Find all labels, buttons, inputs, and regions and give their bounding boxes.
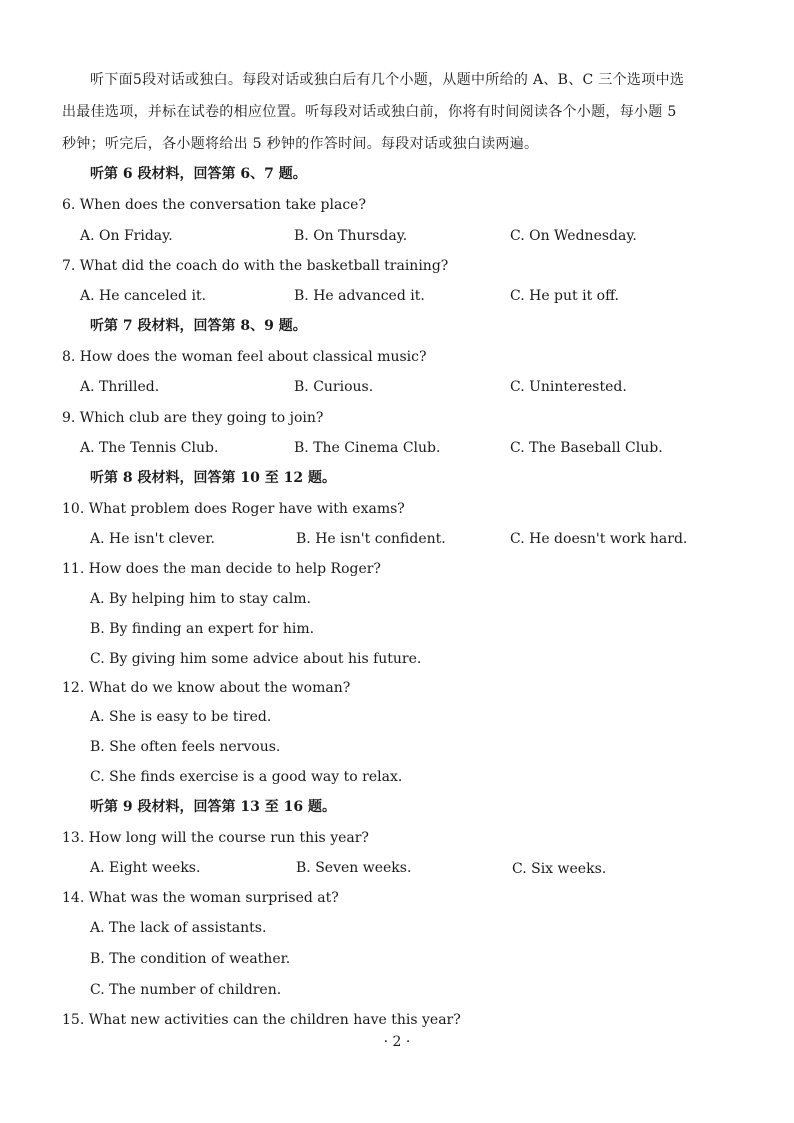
question-9: 9. Which club are they going to join? [62,410,324,426]
q9-option-a: A. The Tennis Club. [80,440,219,456]
q12-option-c: C. She finds exercise is a good way to relax. [90,769,403,785]
q12-option-b: B. She often feels nervous. [90,739,281,755]
instructions-line-2: 出最佳选项，并标在试卷的相应位置。听每段对话或独白前，你将有时间阅读各个小题，每小题 5 [62,104,677,120]
q10-option-b: B. He isn't confident. [296,531,446,547]
q14-option-c: C. The number of children. [90,982,282,998]
q10-option-a: A. He isn't clever. [90,531,215,547]
q9-option-b: B. The Cinema Club. [294,440,441,456]
question-11: 11. How does the man decide to help Roger? [62,561,381,577]
q6-option-a: A. On Friday. [80,228,173,244]
section-header-8: 听第 8 段材料，回答第 10 至 12 题。 [90,470,336,486]
q9-option-c: C. The Baseball Club. [510,440,663,456]
q14-option-b: B. The condition of weather. [90,951,291,967]
q11-option-a: A. By helping him to stay calm. [90,591,311,607]
instructions-line-1: 听下面5段对话或独白。每段对话或独白后有几个小题，从题中所给的 A、B、C 三个选项中选 [90,72,685,88]
q11-option-b: B. By finding an expert for him. [90,621,315,637]
q10-option-c: C. He doesn't work hard. [510,531,688,547]
section-header-6: 听第 6 段材料，回答第 6、7 题。 [90,166,307,182]
q8-option-a: A. Thrilled. [80,379,160,395]
q6-option-c: C. On Wednesday. [510,228,637,244]
question-15: 15. What new activities can the children have this year? [62,1012,461,1028]
q13-option-c: C. Six weeks. [512,861,607,877]
question-14: 14. What was the woman surprised at? [62,890,339,906]
section-header-7: 听第 7 段材料，回答第 8、9 题。 [90,318,307,334]
question-8: 8. How does the woman feel about classical music? [62,349,427,365]
question-6: 6. When does the conversation take place? [62,197,366,213]
q13-option-b: B. Seven weeks. [296,860,412,876]
q12-option-a: A. She is easy to be tired. [90,709,272,725]
q14-option-a: A. The lack of assistants. [90,920,267,936]
question-12: 12. What do we know about the woman? [62,680,351,696]
q7-option-a: A. He canceled it. [80,288,207,304]
instructions-line-3: 秒钟；听完后，各小题将给出 5 秒钟的作答时间。每段对话或独白读两遍。 [62,136,539,152]
q7-option-c: C. He put it off. [510,288,619,304]
q13-option-a: A. Eight weeks. [90,860,201,876]
q6-option-b: B. On Thursday. [294,228,408,244]
question-7: 7. What did the coach do with the basketball training? [62,258,449,274]
section-header-9: 听第 9 段材料，回答第 13 至 16 题。 [90,799,336,815]
question-13: 13. How long will the course run this year? [62,830,369,846]
question-10: 10. What problem does Roger have with exams? [62,501,405,517]
q8-option-c: C. Uninterested. [510,379,627,395]
q11-option-c: C. By giving him some advice about his future. [90,651,422,667]
page-number: · 2 · [383,1034,411,1050]
q8-option-b: B. Curious. [294,379,374,395]
q7-option-b: B. He advanced it. [294,288,425,304]
